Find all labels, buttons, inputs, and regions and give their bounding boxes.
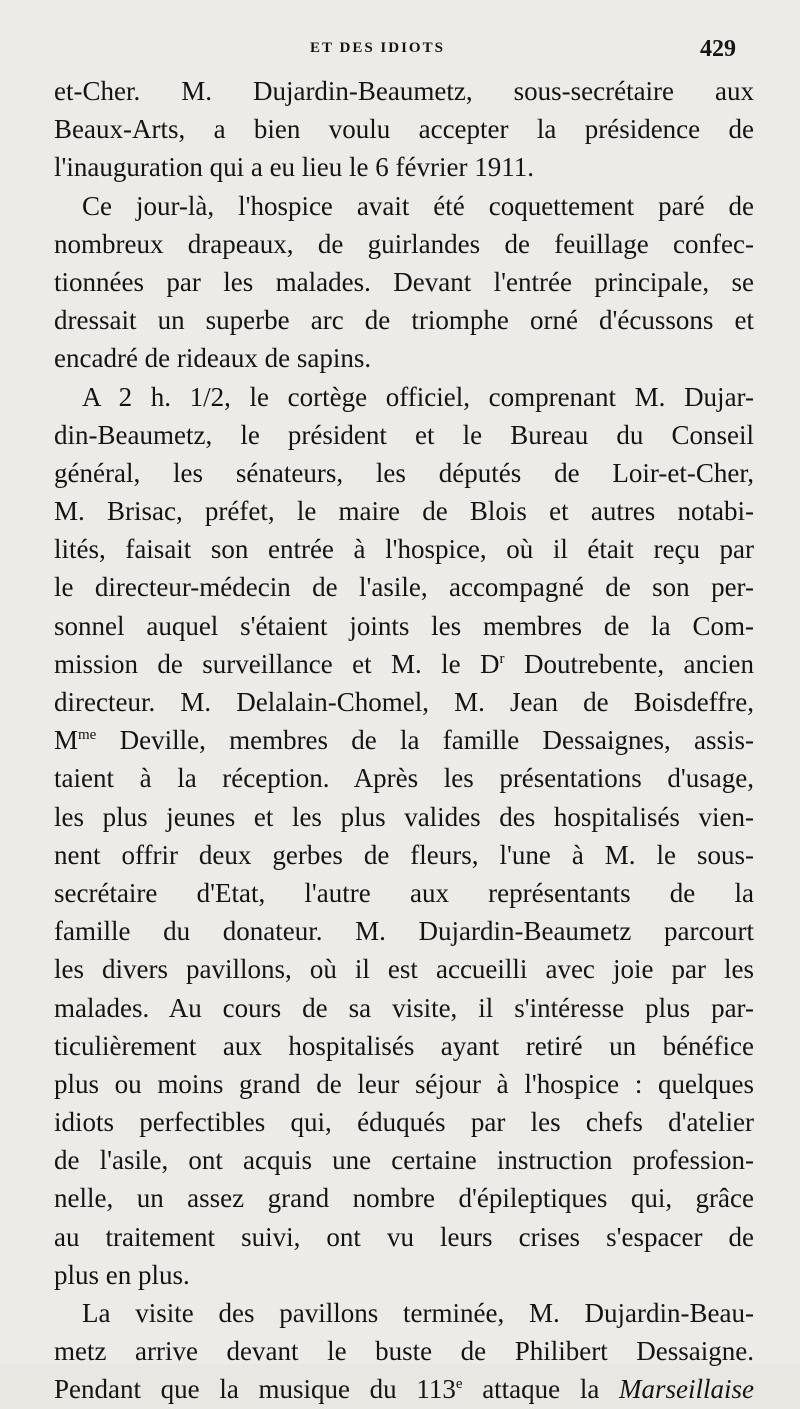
text-line: sonnel auquel s'étaient joints les membres de la Com- [54,610,754,641]
text-line: les plus jeunes et les plus valides des hospitalisés vien- [54,801,754,832]
text-line: ticulièrement aux hospitalisés ayant retiré un bénéfice [54,1030,754,1061]
text-segment: M [54,725,79,756]
text-line: général, les sénateurs, les députés de Loir-et-Cher, [54,457,754,488]
page-number: 429 [700,36,736,62]
italic-title: Marseillaise [619,1374,754,1405]
text-line: nent offrir deux gerbes de fleurs, l'une à M. le sous- [54,839,754,870]
text-line [54,645,754,683]
superscript: e [455,1376,463,1393]
text-line: les divers pavillons, où il est accueilli avec joie par les [54,954,754,985]
body-text [54,72,754,1409]
superscript: me [78,727,97,744]
text-line: secrétaire d'Etat, l'autre aux représentants de la [54,877,754,908]
paragraph-first-line: Ce jour-là, l'hospice avait été coquettement paré de [82,190,754,221]
paragraph-first-line: La visite des pavillons terminée, M. Dujardin-Beau- [82,1298,754,1328]
text-line: famille du donateur. M. Dujardin-Beaumetz parcourt [54,916,754,947]
text-line: plus ou moins grand de leur séjour à l'hospice : quelques [54,1068,754,1099]
text-line: et-Cher. M. Dujardin-Beaumetz, sous-secrétaire aux [54,76,754,106]
text-line [54,721,754,759]
text-line: de l'asile, ont acquis une certaine instruction profession- [54,1145,754,1176]
text-line: idiots perfectibles qui, éduqués par les chefs d'atelier [54,1107,754,1138]
text-line: din-Beaumetz, le président et le Bureau du Conseil [54,419,754,450]
text-line: lités, faisait son entrée à l'hospice, où il était reçu par [54,534,754,565]
text-line: nelle, un assez grand nombre d'épileptiques qui, grâce [54,1183,754,1214]
text-line: malades. Au cours de sa visite, il s'intéresse plus par- [54,992,754,1023]
text-line: taient à la réception. Après les présentations d'usage, [54,763,754,794]
text-line: le directeur-médecin de l'asile, accompagné de son per- [54,572,754,603]
text-line [54,1370,754,1408]
text-segment: attaque la [462,1374,619,1405]
text-line: plus en plus. [54,1259,190,1290]
text-line: Beaux-Arts, a bien voulu accepter la présidence de [54,114,754,145]
text-line: au traitement suivi, ont vu leurs crises s'espacer de [54,1221,754,1252]
running-title: ET DES IDIOTS [310,40,445,56]
text-line: directeur. M. Delalain-Chomel, M. Jean de Boisdeffre, [54,687,754,717]
text-segment: Deville, membres de la famille Dessaignes, assis- [96,725,754,756]
text-line: M. Brisac, préfet, le maire de Blois et autres notabi- [54,496,754,527]
text-line: nombreux drapeaux, de guirlandes de feuillage confec- [54,228,754,259]
text-line: dressait un superbe arc de triomphe orné d'écussons et [54,305,754,336]
text-line: tionnées par les malades. Devant l'entrée principale, se [54,266,754,297]
running-header [0,34,800,70]
text-line: metz arrive devant le buste de Philibert Dessaigne. [54,1336,754,1367]
text-line: encadré de rideaux de sapins. [54,343,372,374]
paragraph-first-line: A 2 h. 1/2, le cortège officiel, comprenant M. Dujar- [82,381,754,412]
text-line: l'inauguration qui a eu lieu le 6 février 1911. [54,152,534,183]
text-segment: mission de surveillance et M. le D [54,648,500,679]
text-segment: Pendant que la musique du 113 [54,1374,456,1405]
superscript: r [499,650,505,667]
text-segment: Doutrebente, ancien [504,648,754,679]
